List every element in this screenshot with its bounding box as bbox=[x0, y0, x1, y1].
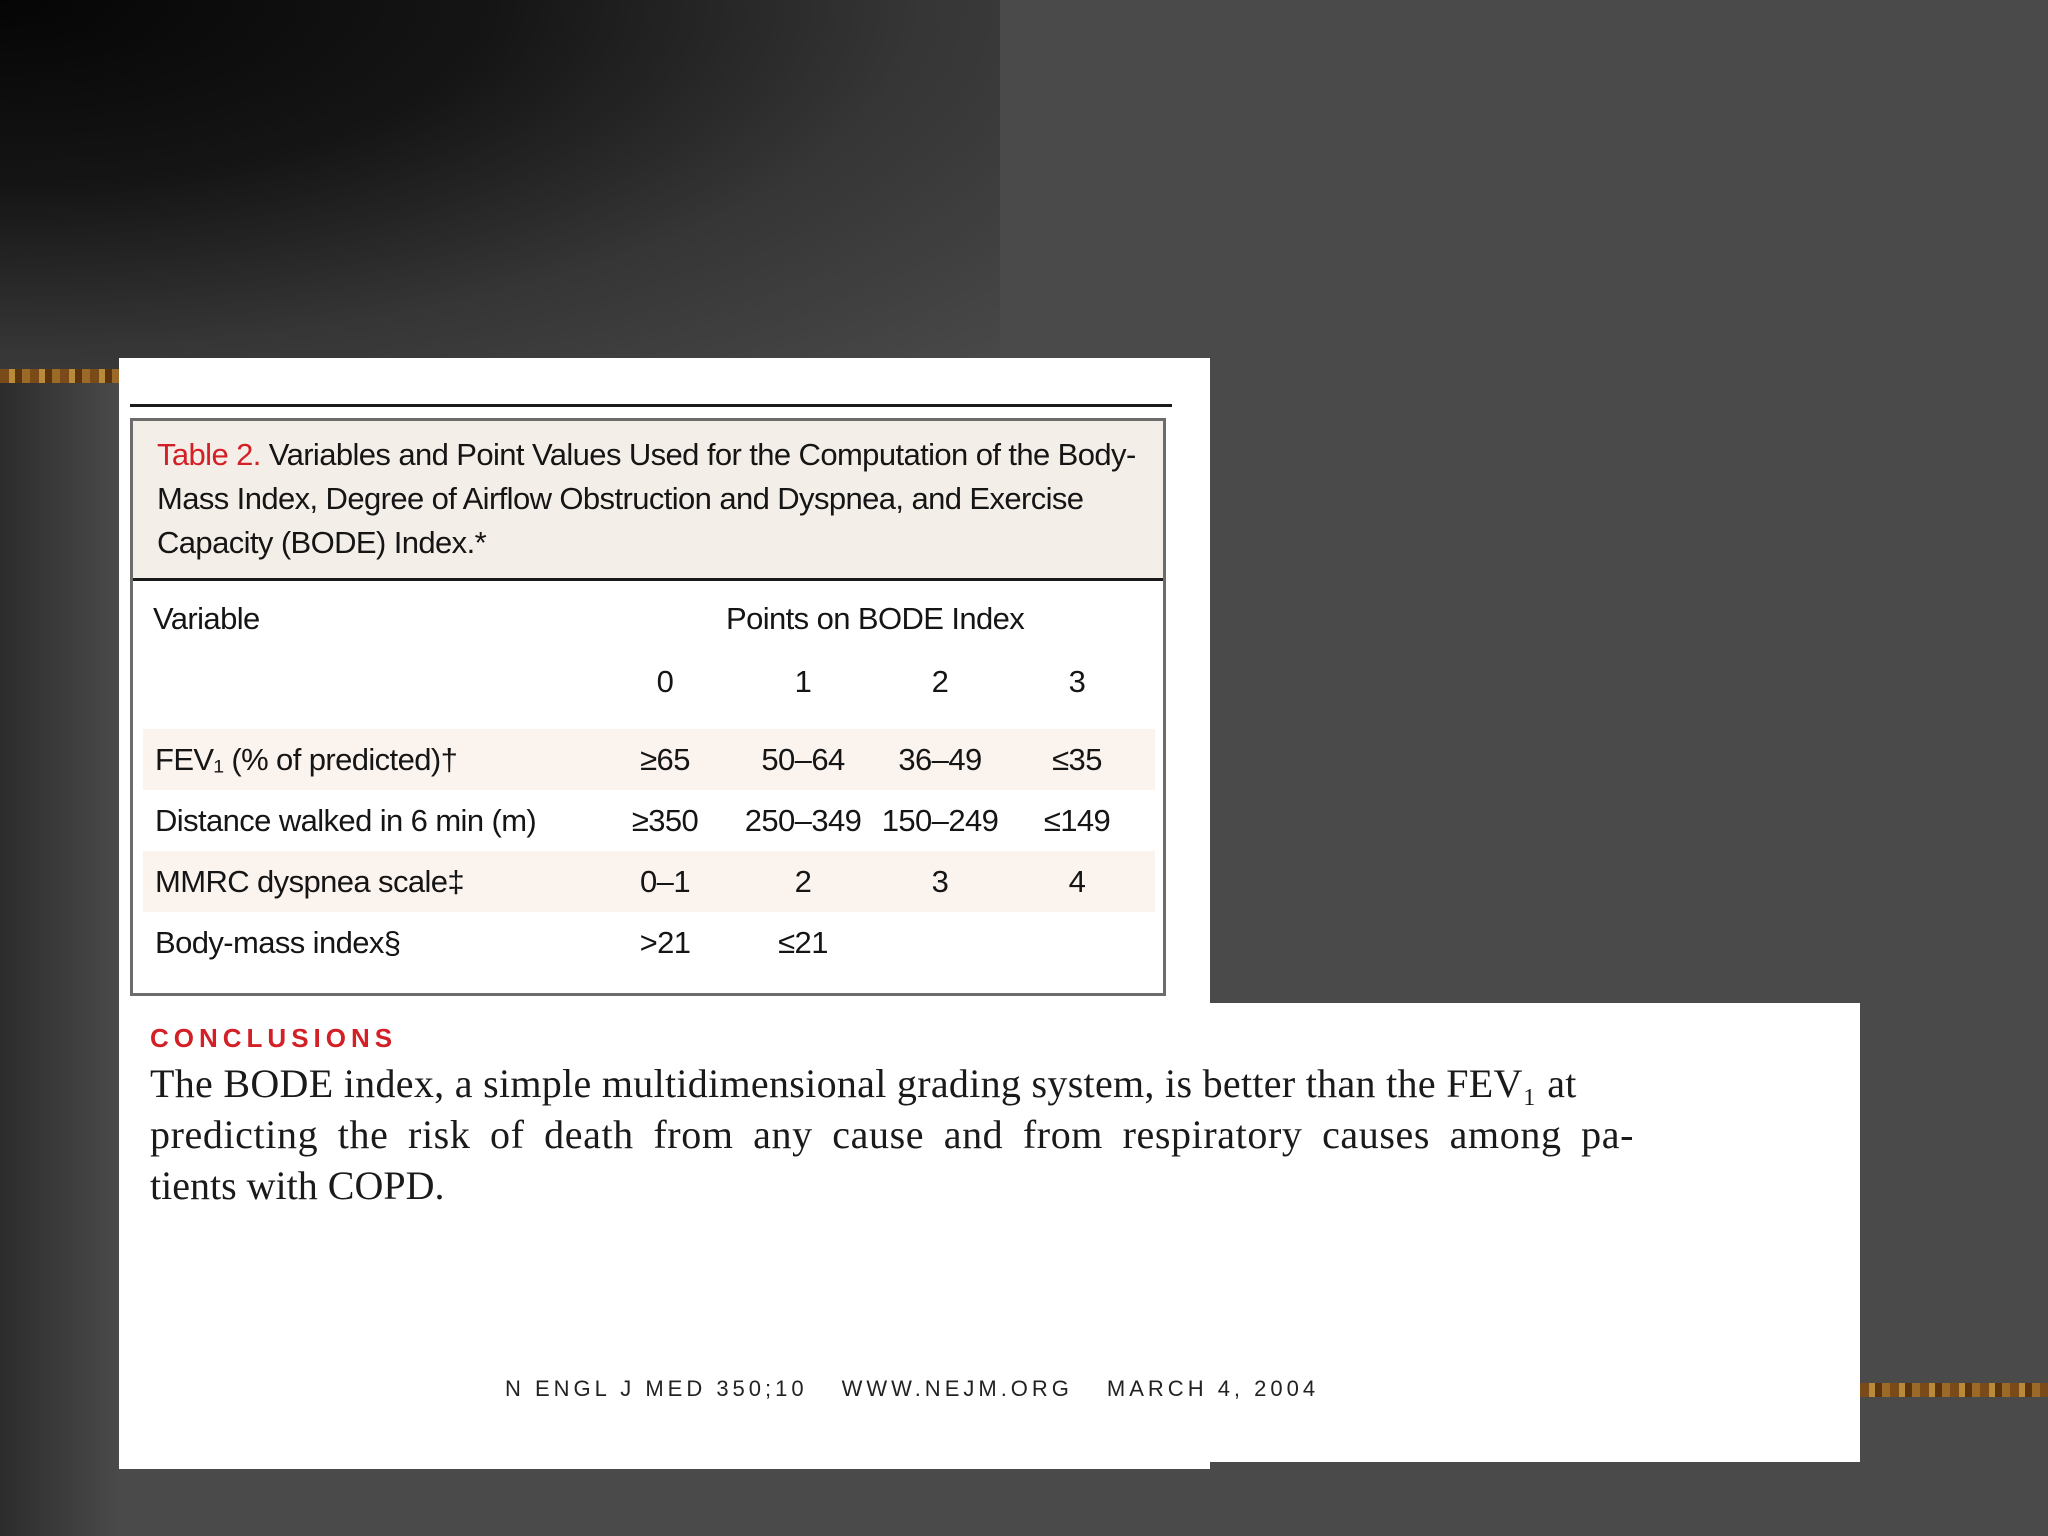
header-score-0: 0 bbox=[656, 664, 674, 699]
table-title: Variables and Point Values Used for the Computation of the Body-Mass Index, Degree of Airflow Obstruction and Dyspnea, and Exercise Capacity (BODE) Index.* bbox=[157, 437, 1136, 560]
header-score-3: 3 bbox=[1068, 664, 1086, 699]
header-variable: Variable bbox=[153, 601, 260, 636]
row-value: 36–49 bbox=[898, 742, 982, 777]
row-value: 50–64 bbox=[761, 742, 845, 777]
header-points: Points on BODE Index bbox=[726, 601, 1025, 636]
conclusions-line: tients with COPD. bbox=[150, 1163, 445, 1208]
conclusions-line: predicting the risk of death from any cause and from respiratory causes among pa- bbox=[150, 1112, 1635, 1157]
row-value: 4 bbox=[1068, 864, 1086, 899]
background-dark-corner bbox=[0, 0, 1000, 380]
row-variable: Body-mass index§ bbox=[155, 925, 401, 960]
table-row bbox=[143, 851, 1155, 912]
row-variable: MMRC dyspnea scale‡ bbox=[155, 864, 465, 899]
conclusions-heading: CONCLUSIONS bbox=[150, 1023, 398, 1053]
table-label: Table 2. bbox=[157, 437, 261, 472]
bode-table bbox=[130, 418, 1166, 996]
table-caption bbox=[157, 433, 1137, 565]
header-score-1: 1 bbox=[794, 664, 812, 699]
journal-footer bbox=[505, 1376, 1405, 1402]
accent-bar-top bbox=[0, 369, 120, 383]
row-variable: FEV₁ (% of predicted)† bbox=[155, 742, 458, 777]
header-score-2: 2 bbox=[931, 664, 949, 699]
conclusions-line: The BODE index, a simple multidimensional grading system, is better than the FEV₁ at bbox=[150, 1061, 1577, 1106]
row-value: 250–349 bbox=[744, 803, 862, 838]
footer-date: MARCH 4, 2004 bbox=[1106, 1376, 1320, 1401]
table-row bbox=[143, 912, 1155, 973]
table-top-rule bbox=[130, 404, 1172, 407]
footer-journal: N ENGL J MED 350;10 bbox=[505, 1376, 808, 1401]
background-left-shade bbox=[0, 380, 120, 1536]
table-row bbox=[143, 729, 1155, 790]
accent-bar-bottom bbox=[1860, 1383, 2048, 1397]
row-value: ≥350 bbox=[631, 803, 699, 838]
conclusions-text bbox=[150, 1058, 1750, 1211]
row-value: >21 bbox=[639, 925, 691, 960]
row-value: 0–1 bbox=[640, 864, 690, 899]
row-value: ≤149 bbox=[1043, 803, 1111, 838]
table-row bbox=[143, 790, 1155, 851]
row-value: ≤35 bbox=[1052, 742, 1102, 777]
row-value: 2 bbox=[794, 864, 812, 899]
row-value: ≥65 bbox=[640, 742, 690, 777]
table-caption-band bbox=[133, 421, 1163, 581]
row-value: 3 bbox=[931, 864, 949, 899]
footer-website: WWW.NEJM.ORG bbox=[841, 1376, 1073, 1401]
row-value: ≤21 bbox=[778, 925, 828, 960]
row-variable: Distance walked in 6 min (m) bbox=[155, 803, 537, 838]
row-value: 150–249 bbox=[881, 803, 999, 838]
